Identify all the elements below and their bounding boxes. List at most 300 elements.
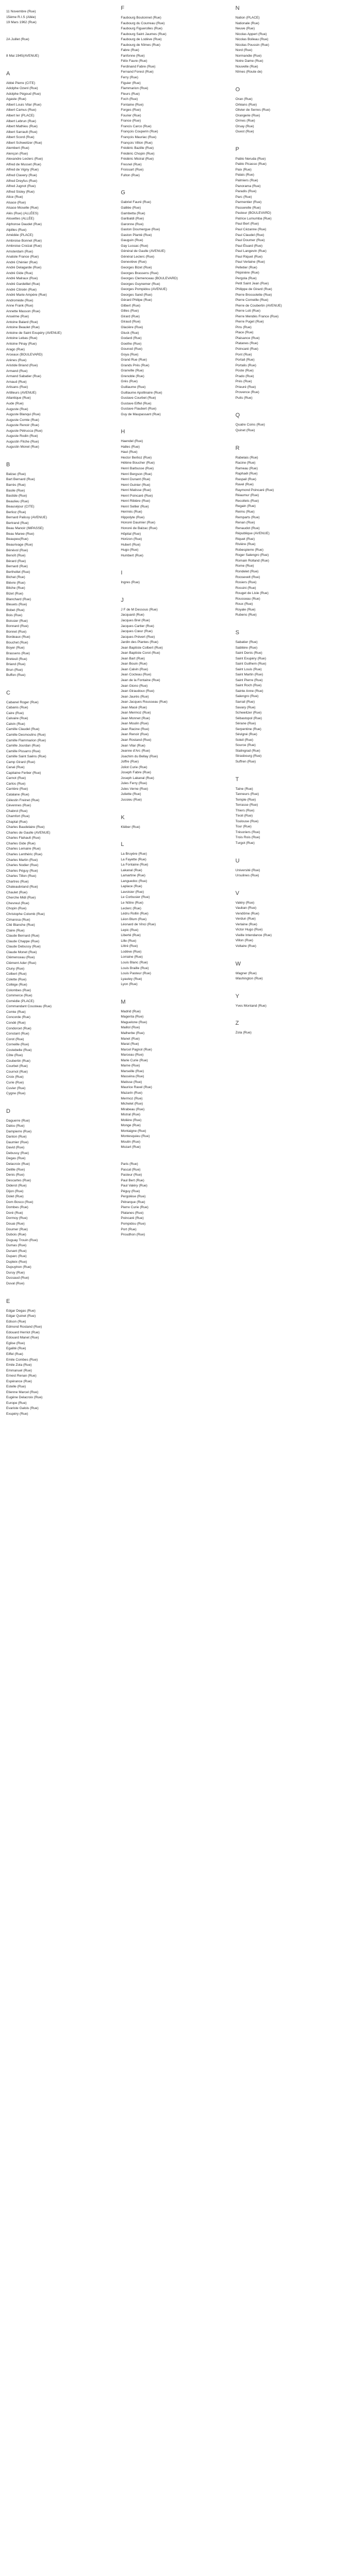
street-link[interactable]: Paul Bert (Rue) (121, 1178, 144, 1182)
street-link[interactable]: Raphaël (Rue) (235, 472, 258, 476)
street-link[interactable]: 15ème R.I.S (Allée) (6, 15, 36, 19)
street-link[interactable]: Benoît (Rue) (6, 554, 26, 558)
street-link[interactable]: Renan (Rue) (235, 521, 255, 525)
street-link[interactable]: Malherbe (Rue) (121, 1031, 145, 1035)
street-link[interactable]: Breteuil (Rue) (6, 657, 27, 661)
street-link[interactable]: Quatre Coins (Rue) (235, 423, 265, 427)
street-link[interactable]: Rabelais (Rue) (235, 455, 258, 460)
street-link[interactable]: Bart Bernard (Rue) (6, 478, 35, 482)
street-link[interactable]: Joffre (Rue) (121, 760, 139, 764)
street-link[interactable]: Célestin Freinet (Rue) (6, 798, 40, 802)
street-link[interactable]: Lyautey (Rue) (121, 977, 142, 981)
street-link[interactable]: Forges (Rue) (121, 108, 141, 112)
street-link[interactable]: Duval (Rue) (6, 1282, 25, 1286)
street-link[interactable]: Reims (Rue) (235, 510, 255, 514)
street-link[interactable]: Artilleurs (AVENUE) (6, 391, 37, 395)
street-link[interactable]: Gaston Doumergue (Rue) (121, 228, 160, 232)
street-link[interactable]: Olivier de Serres (Rue) (235, 108, 271, 112)
street-link[interactable]: Vendôme (Rue) (235, 911, 259, 916)
street-link[interactable]: Jean Bouin (Rue) (121, 662, 147, 666)
street-link[interactable]: Pierre Mendès France (Rue) (235, 314, 279, 318)
street-link[interactable]: Hubert (Rue) (121, 543, 141, 547)
street-link[interactable]: Bastide (Rue) (6, 494, 27, 498)
street-link[interactable]: Dormoy (Rue) (6, 1216, 28, 1221)
street-link[interactable]: Henri Poincaré (Rue) (121, 494, 153, 498)
street-link[interactable]: Ambroise Bonnet (Rue) (6, 239, 42, 243)
street-link[interactable]: Grès (Rue) (121, 380, 138, 384)
street-link[interactable]: Temple (Rue) (235, 798, 256, 802)
street-link[interactable]: Hugo (Rue) (121, 548, 139, 552)
street-link[interactable]: Masséna (Rue) (121, 1075, 144, 1079)
street-link[interactable]: Danton (Rue) (6, 1135, 27, 1139)
street-link[interactable]: Regain (Rue) (235, 504, 256, 509)
street-link[interactable]: Pompidou (Rue) (121, 1222, 146, 1226)
street-link[interactable]: Beaupeu(Rue) (6, 537, 28, 541)
street-link[interactable]: Léonard de Vinci (Rue) (121, 923, 156, 927)
street-link[interactable]: Buffon (Rue) (6, 673, 26, 677)
street-link[interactable]: Albert Ier (PLACE) (6, 114, 35, 118)
street-link[interactable]: Faubourg Figuerolles (Rue) (121, 27, 162, 31)
street-link[interactable]: Pierre Corneille (Rue) (235, 298, 269, 302)
street-link[interactable]: Ursulines (Rue) (235, 874, 259, 878)
street-link[interactable]: Nationale (Rue) (235, 21, 259, 25)
street-link[interactable]: Petit Saint Jean (Rue) (235, 282, 269, 286)
street-link[interactable]: Berthollet (Rue) (6, 570, 30, 574)
street-link[interactable]: Eugène Delacroix (Rue) (6, 1396, 43, 1400)
street-link[interactable]: Liberté (Rue) (121, 934, 141, 938)
street-link[interactable]: Dalou (Rue) (6, 1124, 25, 1128)
street-link[interactable]: Riquet (Rue) (235, 537, 255, 541)
street-link[interactable]: Auguste Pétrucca (Rue) (6, 429, 43, 433)
street-link[interactable]: Oran (Rue) (235, 97, 253, 101)
street-link[interactable]: Boyer (Rue) (6, 646, 25, 650)
street-link[interactable]: Gounod (Rue) (121, 347, 143, 351)
street-link[interactable]: Gauguin (Rue) (121, 239, 143, 243)
street-link[interactable]: Georges Clemenceau (BOULEVARD) (121, 277, 178, 281)
street-link[interactable]: Prés (Rue) (235, 380, 252, 384)
street-link[interactable]: Delacroix (Rue) (6, 1162, 30, 1166)
street-link[interactable]: Antoine Balard (Rue) (6, 320, 38, 324)
street-link[interactable]: Yves Montand (Rue) (235, 1004, 267, 1008)
street-link[interactable]: Carlos (Rue) (6, 782, 26, 786)
street-link[interactable]: Parc (Rue) (235, 195, 252, 199)
street-link[interactable]: Rouget de Lisle (Rue) (235, 591, 269, 596)
street-link[interactable]: Beaulieu (Rue) (6, 499, 29, 503)
street-link[interactable]: Alfred de Musset (Rue) (6, 162, 41, 166)
street-link[interactable]: Pasteur (BOULEVARD) (235, 211, 271, 215)
street-link[interactable]: Anne Frank (Rue) (6, 304, 34, 308)
street-link[interactable]: Jules Verne (Rue) (121, 787, 148, 791)
street-link[interactable]: Aristide Briand (Rue) (6, 364, 38, 368)
street-link[interactable]: Charles Lenthéric (Rue) (6, 853, 42, 857)
street-link[interactable]: Pierre Loti (Rue) (235, 309, 261, 313)
street-link[interactable]: Roosevelt (Rue) (235, 575, 260, 579)
street-link[interactable]: Halles (Rue) (121, 445, 140, 449)
street-link[interactable]: Lepic (Rue) (121, 928, 139, 932)
street-link[interactable]: 8 Mai 1945(AVENUE) (6, 54, 39, 58)
street-link[interactable]: Saint Martin (Rue) (235, 673, 263, 677)
street-link[interactable]: Calvin (Rue) (6, 722, 25, 726)
street-link[interactable]: Valéry (Rue) (235, 901, 255, 905)
street-link[interactable]: Edison (Rue) (6, 1319, 26, 1324)
street-link[interactable]: Cabanel Roger (Rue) (6, 700, 39, 704)
street-link[interactable]: Bobet (Rue) (6, 608, 25, 612)
street-link[interactable]: Brun (Rue) (6, 668, 23, 672)
street-link[interactable]: Poincaré (Rue) (235, 347, 258, 351)
street-link[interactable]: 19 Mars 1962 (Rue) (6, 21, 37, 25)
street-link[interactable]: Andromède (Rue) (6, 298, 34, 302)
street-link[interactable]: Bois (Rue) (6, 614, 23, 618)
street-link[interactable]: Concorde (Rue) (6, 1015, 30, 1020)
street-link[interactable]: Place (Rue) (235, 331, 254, 335)
street-link[interactable]: Guillaume (Rue) (121, 385, 146, 389)
street-link[interactable]: Saint Pierre (Rue) (235, 678, 263, 682)
street-link[interactable]: Zola (Rue) (235, 1031, 252, 1035)
street-link[interactable]: Fontaine (Rue) (121, 103, 144, 107)
street-link[interactable]: Europe (Rue) (6, 1401, 27, 1405)
street-link[interactable]: Racine (Rue) (235, 461, 256, 465)
street-link[interactable]: Paul Valéry (Rue) (121, 1184, 147, 1188)
street-link[interactable]: Roger Salengro (Rue) (235, 553, 269, 557)
street-link[interactable]: Gustave Flaubert (Rue) (121, 407, 157, 411)
street-link[interactable]: Henri Guinier (Rue) (121, 483, 151, 487)
street-link[interactable]: Jean Giono (Rue) (121, 684, 148, 688)
street-link[interactable]: Rossini (Rue) (235, 586, 256, 590)
street-link[interactable]: Alice (Rue) (6, 195, 23, 199)
street-link[interactable]: Charles Flahault (Rue) (6, 836, 41, 840)
street-link[interactable]: Clémenceau (Rue) (6, 956, 35, 960)
street-link[interactable]: Pablo Picasso (Rue) (235, 162, 267, 166)
street-link[interactable]: Jacques Prévert (Rue) (121, 635, 155, 639)
street-link[interactable]: Haendel (Rue) (121, 439, 143, 444)
street-link[interactable]: Poincaré (Rue) (121, 1216, 144, 1221)
street-link[interactable]: Georges Brassens (Rue) (121, 271, 159, 275)
street-link[interactable]: Montaigne (Rue) (121, 1129, 146, 1133)
street-link[interactable]: Maguelone (Rue) (121, 1020, 147, 1024)
street-link[interactable]: Saint Denis (Rue) (235, 651, 262, 655)
street-link[interactable]: Jean Cocteau (Rue) (121, 673, 152, 677)
street-link[interactable]: Gustave Eiffel (Rue) (121, 401, 152, 405)
street-link[interactable]: Jean Racine (Rue) (121, 727, 150, 731)
street-link[interactable]: Paul Claudel (Rue) (235, 233, 264, 237)
street-link[interactable]: Normandie (Rue) (235, 54, 262, 58)
street-link[interactable]: Lavoisier (Rue) (121, 890, 144, 894)
street-link[interactable]: Nord (Rue) (235, 48, 253, 53)
street-link[interactable]: Alfred de Vigny (Rue) (6, 168, 39, 172)
street-link[interactable]: Port (Rue) (121, 1227, 137, 1231)
street-link[interactable]: Albert Schweitzer (Rue) (6, 141, 42, 145)
street-link[interactable]: Georges Sand (Rue) (121, 293, 153, 297)
street-link[interactable]: Marat (Rue) (121, 1042, 139, 1046)
street-link[interactable]: Edmond Rostand (Rue) (6, 1325, 42, 1329)
street-link[interactable]: Pelletier (Rue) (235, 265, 257, 269)
street-link[interactable]: Jeanne d'Arc (Rue) (121, 749, 150, 753)
street-link[interactable]: Capitaine Ferber (Rue) (6, 771, 41, 775)
street-link[interactable]: Balzac (Rue) (6, 472, 26, 476)
street-link[interactable]: Hermès (Rue) (121, 510, 142, 514)
street-link[interactable]: Frédéric Chopin (Rue) (121, 151, 155, 156)
street-link[interactable]: Gilles (Rue) (121, 309, 139, 313)
street-link[interactable]: Colette (Rue) (6, 977, 27, 981)
street-link[interactable]: Neuve (Rue) (235, 27, 255, 31)
street-link[interactable]: André Gardelliel (Rue) (6, 282, 40, 286)
street-link[interactable]: Nicolas Appert (Rue) (235, 32, 267, 36)
street-link[interactable]: Alfred Dreyfus (Rue) (6, 179, 38, 183)
street-link[interactable]: Granville (Rue) (121, 369, 144, 373)
street-link[interactable]: Aude (Rue) (6, 402, 24, 405)
street-link[interactable]: Camille Jourdan (Rue) (6, 744, 40, 748)
street-link[interactable]: André Citroën (Rue) (6, 287, 37, 292)
street-link[interactable]: Chaptal (Rue) (6, 820, 28, 824)
street-link[interactable]: Edgar Quinet (Rue) (6, 1314, 36, 1318)
street-link[interactable]: Evariste Galois (Rue) (6, 1406, 39, 1411)
street-link[interactable]: Estelle (Rue) (6, 1385, 26, 1389)
street-link[interactable]: Notre Dame (Rue) (235, 59, 263, 63)
street-link[interactable]: Prado (Rue) (235, 374, 254, 378)
street-link[interactable]: Delille (Rue) (6, 1167, 25, 1172)
street-link[interactable]: Jacquard (Rue) (121, 613, 144, 617)
street-link[interactable]: Le Corbusier (Rue) (121, 895, 150, 900)
street-link[interactable]: Puits (Rue) (235, 396, 253, 400)
street-link[interactable]: Stalingrad (Rue) (235, 749, 260, 753)
street-link[interactable]: Manet (Rue) (121, 1037, 140, 1041)
street-link[interactable]: Villon (Rue) (235, 939, 253, 943)
street-link[interactable]: Froissart (Rue) (121, 168, 144, 172)
street-link[interactable]: Colombes (Rue) (6, 988, 31, 992)
street-link[interactable]: Bièvre (Rue) (6, 581, 26, 585)
street-link[interactable]: Victor Hugo (Rue) (235, 928, 263, 932)
street-link[interactable]: Alençon (Rue) (6, 151, 28, 156)
street-link[interactable]: Duguay Trouin (Rue) (6, 1238, 38, 1242)
street-link[interactable]: Claire (Rue) (6, 928, 25, 933)
street-link[interactable]: Gluck (Rue) (121, 331, 139, 335)
street-link[interactable]: Figuier (Rue) (121, 81, 141, 85)
street-link[interactable]: Saint Guilhem (Rue) (235, 662, 267, 666)
street-link[interactable]: Carrière (Rue) (6, 787, 28, 791)
street-link[interactable]: Monge (Rue) (121, 1124, 141, 1128)
street-link[interactable]: Nicolas Poussin (Rue) (235, 43, 269, 47)
street-link[interactable]: Galilée (Rue) (121, 206, 141, 210)
street-link[interactable]: Annette Masson (Rue) (6, 309, 40, 313)
street-link[interactable]: Paul Verlaine (Rue) (235, 260, 265, 264)
street-link[interactable]: Turgot (Rue) (235, 841, 255, 845)
street-link[interactable]: Daguerre (Rue) (6, 1118, 30, 1123)
street-link[interactable]: Charles Gide (Rue) (6, 841, 36, 845)
street-link[interactable]: Basile (Rue) (6, 488, 25, 493)
street-link[interactable]: Parmentier (Rue) (235, 200, 262, 205)
street-link[interactable]: Alfred Jugnot (Rue) (6, 184, 36, 189)
street-link[interactable]: Cournot (Rue) (6, 1070, 28, 1074)
street-link[interactable]: Bizet (Rue) (6, 591, 23, 596)
street-link[interactable]: Alès (Rue) (ALLÉES) (6, 211, 39, 215)
street-link[interactable]: Blanchard (Rue) (6, 597, 31, 601)
street-link[interactable]: Augustin Monel (Rue) (6, 445, 39, 449)
street-link[interactable]: Mermoz (Rue) (121, 1096, 143, 1100)
street-link[interactable]: Doré (Rue) (6, 1211, 23, 1215)
street-link[interactable]: Agaste (Rue) (6, 97, 26, 101)
street-link[interactable]: Girard (Rue) (121, 314, 140, 318)
street-link[interactable]: Nicolas Boileau (Rue) (235, 38, 269, 42)
street-link[interactable]: Guy de Maupassant (Rue) (121, 412, 161, 416)
street-link[interactable]: Taine (Rue) (235, 787, 253, 791)
street-link[interactable]: Dunant (Rue) (6, 1249, 27, 1253)
street-link[interactable]: Cygne (Rue) (6, 1092, 26, 1096)
street-link[interactable]: Lédru Rollin (Rue) (121, 912, 148, 916)
street-link[interactable]: Lyon (Rue) (121, 982, 138, 987)
street-link[interactable]: Arnaud (Rue) (6, 380, 27, 384)
street-link[interactable]: Condorcet (Rue) (6, 1026, 31, 1030)
street-link[interactable]: Matisse (Rue) (121, 1080, 142, 1084)
street-link[interactable]: Michelet (Rue) (121, 1102, 143, 1106)
street-link[interactable]: Debussy (Rue) (6, 1151, 29, 1155)
street-link[interactable]: Gay Lussac (Rue) (121, 244, 148, 248)
street-link[interactable]: Comédie (PLACE) (6, 999, 35, 1003)
street-link[interactable]: Alouettes (ALLÉE) (6, 217, 35, 221)
street-link[interactable]: Joliot Curie (Rue) (121, 765, 147, 769)
street-link[interactable]: Albert Lebrun (Rue) (6, 119, 36, 123)
street-link[interactable]: Ernest Renan (Rue) (6, 1374, 37, 1378)
street-link[interactable]: Auguste (Rue) (6, 407, 28, 411)
street-link[interactable]: Eglise (Rue) (6, 1341, 25, 1345)
street-link[interactable]: Prieuré (Rue) (235, 385, 256, 389)
street-link[interactable]: Charles Baudelaire (Rue) (6, 825, 45, 829)
street-link[interactable]: Paris (Rue) (121, 1162, 138, 1166)
street-link[interactable]: Alfred Clavery (Rue) (6, 174, 37, 178)
street-link[interactable]: Paul Éluard (Rue) (235, 244, 263, 248)
street-link[interactable]: Jean Baptiste Corot (Rue) (121, 651, 160, 655)
street-link[interactable]: Romain Rolland (Rue) (235, 558, 269, 563)
street-link[interactable]: Honoré Daumier (Rue) (121, 521, 156, 525)
street-link[interactable]: Faubourg de Nîmes (Rue) (121, 43, 160, 47)
street-link[interactable]: Beaurivage (Rue) (6, 543, 33, 547)
street-link[interactable]: Plaisance (Rue) (235, 336, 260, 340)
street-link[interactable]: Auguste Blanqui (Rue) (6, 413, 41, 417)
street-link[interactable]: Jean Mermoz (Rue) (121, 711, 151, 715)
street-link[interactable]: Condé (Rue) (6, 1021, 26, 1025)
street-link[interactable]: Beau Manoir (IMPASSE) (6, 527, 44, 531)
street-link[interactable]: Denis (Rue) (6, 1173, 25, 1177)
street-link[interactable]: Henri Sellier (Rue) (121, 504, 149, 509)
street-link[interactable]: Quinet (Rue) (235, 429, 255, 432)
street-link[interactable]: Amédée (PLACE) (6, 233, 34, 238)
street-link[interactable]: Pascal (Rue) (121, 1167, 141, 1172)
street-link[interactable]: Henri Dunant (Rue) (121, 478, 151, 482)
street-link[interactable]: Chaulet (Rue) (6, 890, 28, 894)
street-link[interactable]: Camille Flammarion (Rue) (6, 738, 46, 742)
street-link[interactable]: Suffren (Rue) (235, 759, 256, 764)
street-link[interactable]: Languedoc (Rue) (121, 879, 147, 883)
street-link[interactable]: Serpentine (Rue) (235, 727, 261, 731)
street-link[interactable]: Auguste Renoir (Rue) (6, 423, 39, 428)
street-link[interactable]: Frédéric Bazille (Rue) (121, 146, 154, 150)
street-link[interactable]: Fernand Forest (Rue) (121, 70, 154, 74)
street-link[interactable]: Trois Rois (Rue) (235, 836, 260, 840)
street-link[interactable]: Jean de la Fontaine (Rue) (121, 678, 160, 682)
street-link[interactable]: Source (Rue) (235, 743, 256, 748)
street-link[interactable]: Bertrand (Rue) (6, 521, 29, 525)
street-link[interactable]: Saint Roch (Rue) (235, 684, 262, 688)
street-link[interactable]: Mistral (Rue) (121, 1113, 141, 1117)
street-link[interactable]: Rosiers (Rue) (235, 581, 257, 585)
street-link[interactable]: Chartres (Rue) (6, 879, 29, 884)
street-link[interactable]: Giraud (Rue) (121, 320, 141, 324)
street-link[interactable]: Thiers (Rue) (235, 808, 255, 812)
street-link[interactable]: Frédéric Mistral (Rue) (121, 157, 154, 161)
street-link[interactable]: Corneille (Rue) (6, 1043, 29, 1047)
street-link[interactable]: Madrid (Rue) (121, 1009, 141, 1013)
street-link[interactable]: Albert Camus (Rue) (6, 108, 37, 112)
street-link[interactable]: 11 Novembre (Rue) (6, 10, 36, 13)
street-link[interactable]: Grands Prés (Rue) (121, 363, 150, 367)
street-link[interactable]: Lorraine (Rue) (121, 955, 143, 959)
street-link[interactable]: Louis Braille (Rue) (121, 966, 149, 970)
street-link[interactable]: Curie (Rue) (6, 1080, 24, 1084)
street-link[interactable]: Georges Pompidou (AVENUE) (121, 287, 167, 292)
street-link[interactable]: Duruy (Rue) (6, 1270, 25, 1275)
street-link[interactable]: Bernard (Rue) (6, 565, 28, 569)
street-link[interactable]: Constant (Rue) (6, 1032, 29, 1036)
street-link[interactable]: Bordeaux (Rue) (6, 635, 30, 639)
street-link[interactable]: François Mauriac (Rue) (121, 135, 157, 140)
street-link[interactable]: Christophe Colomb (Rue) (6, 912, 45, 917)
street-link[interactable]: Descartes (Rue) (6, 1178, 31, 1182)
street-link[interactable]: Philippe de Girard (Rue) (235, 287, 272, 291)
street-link[interactable]: Boissier (Rue) (6, 619, 28, 623)
street-link[interactable]: Maillol (Rue) (121, 1026, 140, 1030)
street-link[interactable]: Coubertin (Rue) (6, 1059, 30, 1063)
street-link[interactable]: Pierre Puget (Rue) (235, 320, 264, 324)
street-link[interactable]: Hélène Boucher (Rue) (121, 461, 155, 465)
street-link[interactable]: Auguste Comte (Rue) (6, 418, 39, 422)
street-link[interactable]: Vieille Intendance (Rue) (235, 933, 272, 937)
street-link[interactable]: Trésoriers (Rue) (235, 830, 260, 834)
street-link[interactable]: Georges Bizet (Rue) (121, 265, 152, 269)
street-link[interactable]: Verdun (Rue) (235, 917, 256, 921)
street-link[interactable]: Royale (Rue) (235, 607, 256, 612)
street-link[interactable]: Bérard (Rue) (6, 559, 26, 563)
street-link[interactable]: La Fayette (Rue) (121, 857, 146, 861)
street-link[interactable]: Henri Bergson (Rue) (121, 472, 152, 476)
street-link[interactable]: Lodève (Rue) (121, 950, 142, 954)
street-link[interactable]: Calvaire (Rue) (6, 717, 28, 721)
street-link[interactable]: Recollets (Rue) (235, 499, 259, 503)
street-link[interactable]: Général Leclerc (Rue) (121, 255, 155, 259)
street-link[interactable]: Claude Chappe (Rue) (6, 939, 40, 943)
street-link[interactable]: Montesquieu (Rue) (121, 1134, 150, 1139)
street-link[interactable]: Dolet (Rue) (6, 1195, 24, 1199)
street-link[interactable]: Molière (Rue) (121, 1118, 142, 1122)
street-link[interactable]: Etienne Marcel (Rue) (6, 1390, 39, 1394)
street-link[interactable]: Goethe (Rue) (121, 342, 142, 346)
street-link[interactable]: Albert Scord (Rue) (6, 135, 35, 140)
street-link[interactable]: Geneviève (Rue) (121, 260, 147, 264)
street-link[interactable]: Amsterdam (Rue) (6, 249, 34, 253)
street-link[interactable]: Jean Bart (Rue) (121, 656, 145, 660)
street-link[interactable]: Le Nôtre (Rue) (121, 901, 143, 905)
street-link[interactable]: Ouest (Rue) (235, 130, 254, 134)
street-link[interactable]: Charles Nodier (Rue) (6, 863, 39, 868)
street-link[interactable]: Laplace (Rue) (121, 885, 142, 889)
street-link[interactable]: Chopin (Rue) (6, 907, 27, 911)
street-link[interactable]: Pins (Rue) (235, 325, 252, 329)
street-link[interactable]: Joachim du Bellay (Rue) (121, 754, 158, 758)
street-link[interactable]: Duparc (Rue) (6, 1255, 27, 1259)
street-link[interactable]: Portail (Rue) (235, 358, 255, 362)
street-link[interactable]: Rome (Rue) (235, 564, 254, 568)
street-link[interactable]: Gérard Philipe (Rue) (121, 298, 152, 302)
street-link[interactable]: Claude Debussy (Rue) (6, 945, 41, 949)
street-link[interactable]: Terrasse (Rue) (235, 803, 258, 807)
